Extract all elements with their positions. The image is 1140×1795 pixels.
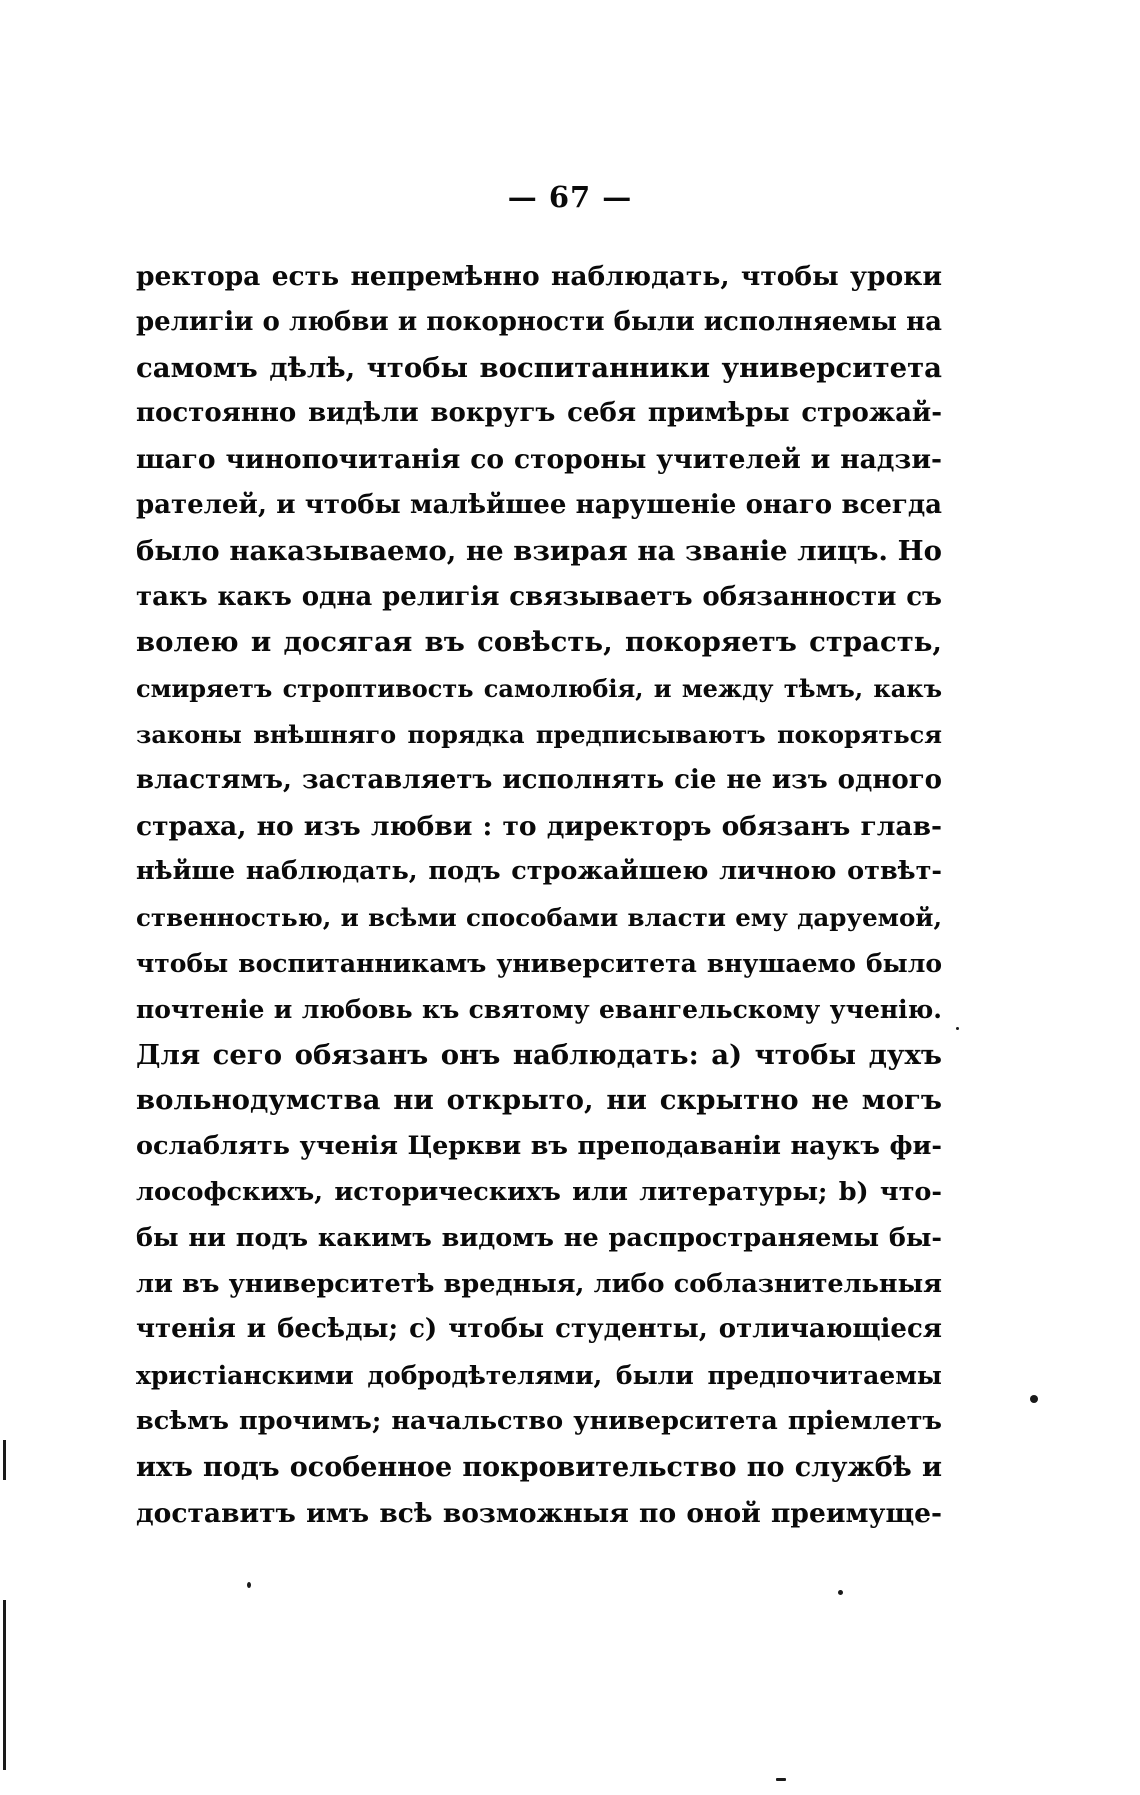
scan-speck bbox=[1030, 1395, 1038, 1403]
scan-edge-mark bbox=[3, 1600, 6, 1770]
body-text bbox=[136, 254, 942, 1536]
text-line: самомъ дѣлѣ, чтобы воспитанники университета bbox=[136, 351, 942, 384]
page-number: — 67 — bbox=[507, 180, 633, 214]
text-line: бы ни подъ какимъ видомъ не распространяемы бы- bbox=[136, 1222, 942, 1253]
text-line: вольнодумства ни открыто, ни скрытно не могъ bbox=[136, 1084, 942, 1117]
scan-speck bbox=[838, 1590, 843, 1595]
text-line: нѣйше наблюдать, подъ строжайшею личною отвѣт- bbox=[136, 856, 942, 887]
text-line: страха, но изъ любви : то директоръ обязанъ глав- bbox=[136, 810, 942, 842]
text-line: религіи о любви и покорности были исполняемы на bbox=[136, 306, 942, 337]
text-line: постоянно видѣли вокругъ себя примѣры строжай- bbox=[136, 398, 942, 429]
text-line: Для сего обязанъ онъ наблюдать: a) чтобы духъ bbox=[136, 1038, 942, 1071]
text-line: почтеніе и любовь къ святому евангельскому ученію. bbox=[136, 994, 942, 1024]
scan-speck bbox=[956, 1027, 959, 1030]
text-line: всѣмъ прочимъ; начальство университета пріемлетъ bbox=[136, 1405, 942, 1436]
text-line: властямъ, заставляетъ исполнять сіе не изъ одного bbox=[136, 764, 942, 795]
scan-edge-mark bbox=[3, 1440, 6, 1480]
text-line: рателей, и чтобы малѣйшее нарушеніе онаго всегда bbox=[136, 489, 942, 520]
text-line: христіанскими добродѣтелями, были предпочитаемы bbox=[136, 1361, 942, 1391]
text-line: волею и досягая въ совѣсть, покоряетъ страсть, bbox=[136, 626, 942, 659]
text-line: законы внѣшняго порядка предписываютъ покоряться bbox=[136, 719, 942, 749]
text-line: лософскихъ, историческихъ или литературы; b) что- bbox=[136, 1176, 942, 1207]
text-line: доставитъ имъ всѣ возможныя по оной преимуще- bbox=[136, 1497, 942, 1529]
scan-speck bbox=[776, 1778, 786, 1781]
text-line: ли въ университетѣ вредныя, либо соблазнительныя bbox=[136, 1268, 942, 1299]
text-line: ихъ подъ особенное покровительство по службѣ и bbox=[136, 1451, 942, 1483]
text-line: такъ какъ одна религія связываетъ обязанности съ bbox=[136, 581, 942, 612]
scan-speck bbox=[247, 1582, 251, 1588]
text-line: было наказываемо, не взирая на званіе лицъ. Но bbox=[136, 534, 942, 567]
text-line: чтобы воспитанникамъ университета внушаемо было bbox=[136, 948, 942, 978]
text-line: чтенія и бесѣды; c) чтобы студенты, отличающіеся bbox=[136, 1314, 942, 1345]
text-line: ректора есть непремѣнно наблюдать, чтобы уроки bbox=[136, 261, 942, 292]
text-line: ослаблять ученія Церкви въ преподаваніи наукъ фи- bbox=[136, 1131, 942, 1162]
text-line: смиряетъ строптивость самолюбія, и между тѣмъ, какъ bbox=[136, 674, 942, 704]
text-line: ственностью, и всѣми способами власти ему даруемой, bbox=[136, 903, 942, 933]
text-line: шаго чинопочитанія со стороны учителей и надзи- bbox=[136, 444, 942, 476]
